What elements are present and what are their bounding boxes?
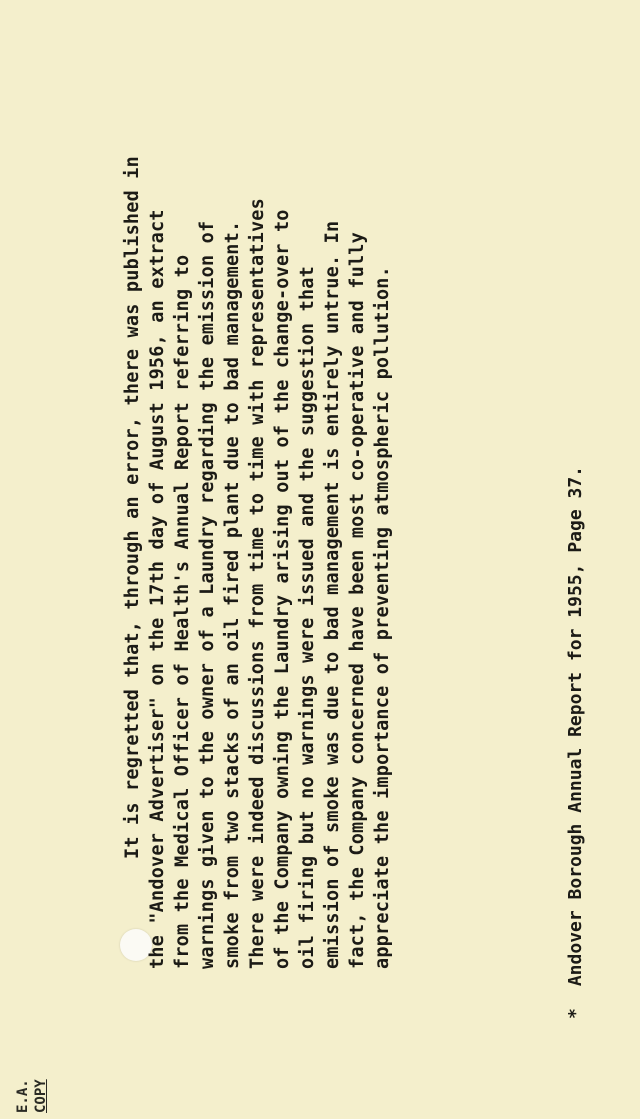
footnote-text: Andover Borough Annual Report for 1955, Page 37. [565,465,586,987]
paragraph-line: the "Andover Advertiser" on the 17th day of August 1956, an extract [147,209,168,969]
paragraph-line: It is regretted that, through an error, there was published in [122,156,143,859]
paragraph-line: of the Company owning the Laundry arising out of the change-over to [272,209,293,969]
paragraph-line: oil firing but no warnings were issued and the suggestion that [297,266,318,969]
paragraph-line: There were indeed discussions from time to time with representatives [247,198,268,969]
paragraph-line: emission of smoke was due to bad management is entirely untrue. In [322,220,343,969]
corner-label [14,1079,50,1113]
notice-paragraph [120,39,395,969]
paragraph-line: from the Medical Officer of Health's Annual Report referring to [172,254,193,969]
footnote [565,466,586,1019]
paragraph-line: smoke from two stacks of an oil fired plant due to bad management. [222,220,243,969]
initials: E.A. [15,1079,31,1113]
copy-label: COPY [33,1079,49,1113]
paragraph-line: appreciate the importance of preventing atmospheric pollution. [372,266,393,969]
paragraph-line: fact, the Company concerned have been most co-operative and fully [347,232,368,969]
paragraph-line: warnings given to the owner of a Laundry regarding the emission of [197,220,218,969]
footnote-marker: * [565,1008,586,1019]
